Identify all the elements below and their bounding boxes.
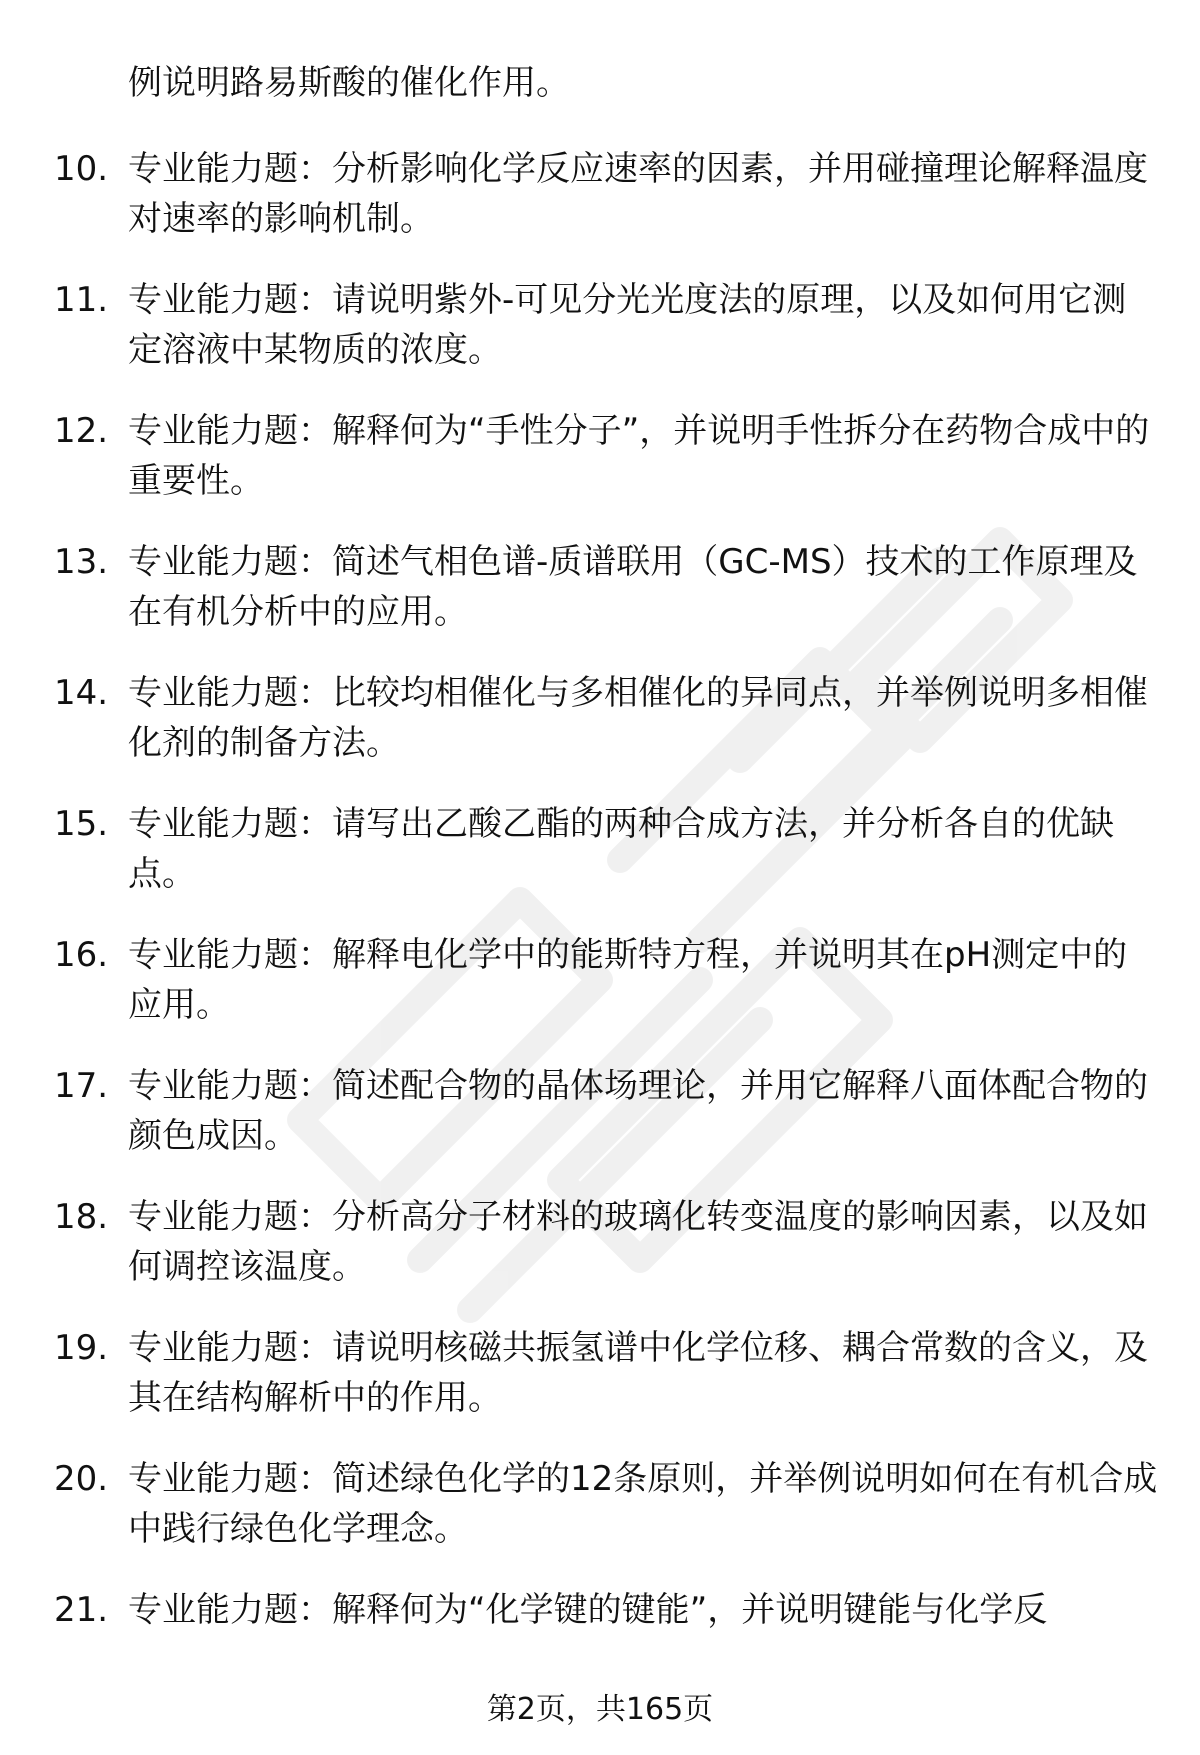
list-item xyxy=(0,1061,1200,1192)
question-text: 专业能力题：分析高分子材料的玻璃化转变温度的影响因素，以及如何调控该温度。 xyxy=(128,1197,1148,1287)
list-item xyxy=(0,537,1200,668)
list-item xyxy=(0,144,1200,275)
question-text: 专业能力题：请写出乙酸乙酯的两种合成方法，并分析各自的优缺点。 xyxy=(128,804,1114,894)
question-list xyxy=(0,144,1200,1716)
question-text: 专业能力题：请说明紫外-可见分光光度法的原理，以及如何用它测定溶液中某物质的浓度。 xyxy=(128,280,1127,370)
question-number: 16. xyxy=(54,935,109,975)
list-item xyxy=(0,1192,1200,1323)
question-number: 21. xyxy=(54,1590,109,1630)
list-item xyxy=(0,406,1200,537)
page-footer xyxy=(0,1690,1200,1730)
list-item xyxy=(0,1454,1200,1585)
question-text: 专业能力题：请说明核磁共振氢谱中化学位移、耦合常数的含义，及其在结构解析中的作用。 xyxy=(128,1328,1148,1418)
continuation-text: 例说明路易斯酸的催化作用。 xyxy=(128,63,570,103)
question-text: 专业能力题：简述绿色化学的12条原则，并举例说明如何在有机合成中践行绿色化学理念。 xyxy=(128,1459,1158,1549)
question-number: 14. xyxy=(54,673,109,713)
question-number: 19. xyxy=(54,1328,109,1368)
question-number: 18. xyxy=(54,1197,109,1237)
question-number: 12. xyxy=(54,411,109,451)
question-number: 17. xyxy=(54,1066,109,1106)
list-item xyxy=(0,1323,1200,1454)
question-number: 13. xyxy=(54,542,109,582)
question-text: 专业能力题：解释电化学中的能斯特方程，并说明其在pH测定中的应用。 xyxy=(128,935,1128,1025)
page-number-label: 第2页，共165页 xyxy=(486,1692,714,1727)
question-text: 专业能力题：简述气相色谱-质谱联用（GC-MS）技术的工作原理及在有机分析中的应用。 xyxy=(128,542,1138,632)
question-text: 专业能力题：解释何为“化学键的键能”，并说明键能与化学反 xyxy=(128,1590,1048,1630)
list-item xyxy=(0,930,1200,1061)
list-item xyxy=(0,275,1200,406)
question-number: 10. xyxy=(54,149,109,189)
question-number: 15. xyxy=(54,804,109,844)
question-number: 20. xyxy=(54,1459,109,1499)
list-item xyxy=(0,668,1200,799)
list-item xyxy=(0,799,1200,930)
question-text: 专业能力题：解释何为“手性分子”，并说明手性拆分在药物合成中的重要性。 xyxy=(128,411,1150,501)
question-text: 专业能力题：分析影响化学反应速率的因素，并用碰撞理论解释温度对速率的影响机制。 xyxy=(128,149,1148,239)
question-text: 专业能力题：比较均相催化与多相催化的异同点，并举例说明多相催化剂的制备方法。 xyxy=(128,673,1148,763)
question-text: 专业能力题：简述配合物的晶体场理论，并用它解释八面体配合物的颜色成因。 xyxy=(128,1066,1148,1156)
question-number: 11. xyxy=(54,280,109,320)
